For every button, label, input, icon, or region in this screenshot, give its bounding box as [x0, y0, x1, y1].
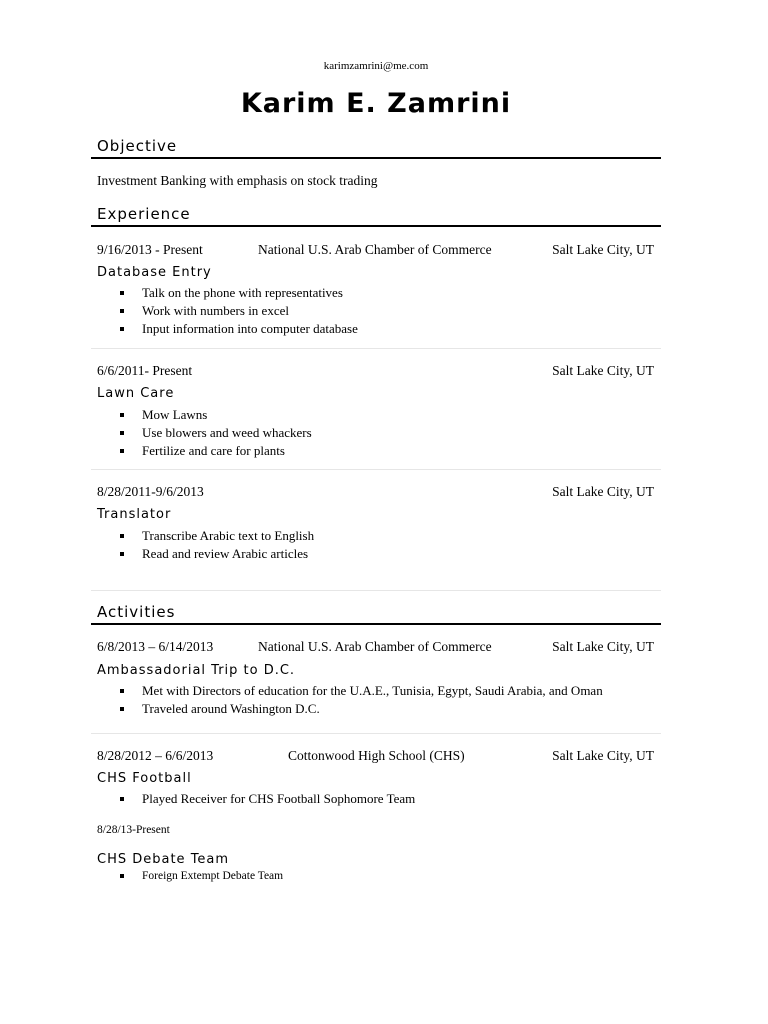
- list-item: Mow Lawns: [117, 406, 312, 424]
- list-item: Work with numbers in excel: [117, 302, 358, 320]
- list-item: Input information into computer database: [117, 320, 358, 338]
- entry-date: 9/16/2013 - Present: [97, 242, 203, 257]
- list-item: Read and review Arabic articles: [117, 545, 314, 563]
- experience-entry-3-header: [97, 484, 657, 502]
- entry-location: Salt Lake City, UT: [552, 484, 654, 499]
- entry-location: Salt Lake City, UT: [552, 639, 654, 654]
- entry-organization: National U.S. Arab Chamber of Commerce: [258, 639, 492, 654]
- list-item: Talk on the phone with representatives: [117, 284, 358, 302]
- entry-bullets: [117, 284, 358, 338]
- objective-text: Investment Banking with emphasis on stock trading: [97, 173, 378, 188]
- entry-bullets: [117, 867, 283, 885]
- entry-role: Lawn Care: [97, 386, 175, 401]
- email-address[interactable]: karimzamrini@me.com: [323, 60, 429, 72]
- entry-role: Translator: [97, 507, 172, 522]
- list-item: Transcribe Arabic text to English: [117, 527, 314, 545]
- entry-role: CHS Football: [97, 771, 192, 786]
- objective-heading: Objective: [91, 137, 661, 159]
- experience-heading: Experience: [91, 205, 661, 227]
- entry-divider: [91, 733, 661, 734]
- entry-divider: [91, 590, 661, 591]
- entry-location: Salt Lake City, UT: [552, 748, 654, 763]
- experience-entry-1-header: [97, 242, 657, 260]
- entry-organization: National U.S. Arab Chamber of Commerce: [258, 242, 492, 257]
- entry-date: 8/28/13-Present: [97, 824, 170, 836]
- list-item: Met with Directors of education for the U.A.E., Tunisia, Egypt, Saudi Arabia, and Oman: [117, 682, 603, 700]
- entry-date: 6/6/2011- Present: [97, 363, 193, 378]
- list-item: Played Receiver for CHS Football Sophomore Team: [117, 790, 415, 808]
- entry-role: CHS Debate Team: [97, 852, 230, 867]
- entry-bullets: [117, 406, 312, 460]
- candidate-name: Karim E. Zamrini: [240, 88, 512, 119]
- list-item: Use blowers and weed whackers: [117, 424, 312, 442]
- activities-heading: Activities: [91, 603, 661, 625]
- entry-date: 6/8/2013 – 6/14/2013: [97, 639, 214, 654]
- list-item: Fertilize and care for plants: [117, 442, 312, 460]
- entry-date: 8/28/2012 – 6/6/2013: [97, 748, 214, 763]
- entry-date: 8/28/2011-9/6/2013: [97, 484, 204, 499]
- entry-divider: [91, 469, 661, 470]
- entry-bullets: [117, 527, 314, 563]
- list-item: Foreign Extempt Debate Team: [117, 867, 283, 885]
- activity-entry-1-header: [97, 639, 657, 657]
- entry-location: Salt Lake City, UT: [552, 242, 654, 257]
- entry-bullets: [117, 790, 415, 808]
- entry-bullets: [117, 682, 603, 718]
- entry-role: Ambassadorial Trip to D.C.: [97, 663, 296, 678]
- entry-organization: Cottonwood High School (CHS): [288, 748, 465, 763]
- experience-entry-2-header: [97, 363, 657, 381]
- entry-location: Salt Lake City, UT: [552, 363, 654, 378]
- entry-divider: [91, 348, 661, 349]
- entry-role: Database Entry: [97, 265, 212, 280]
- list-item: Traveled around Washington D.C.: [117, 700, 603, 718]
- activity-entry-2-header: [97, 748, 657, 766]
